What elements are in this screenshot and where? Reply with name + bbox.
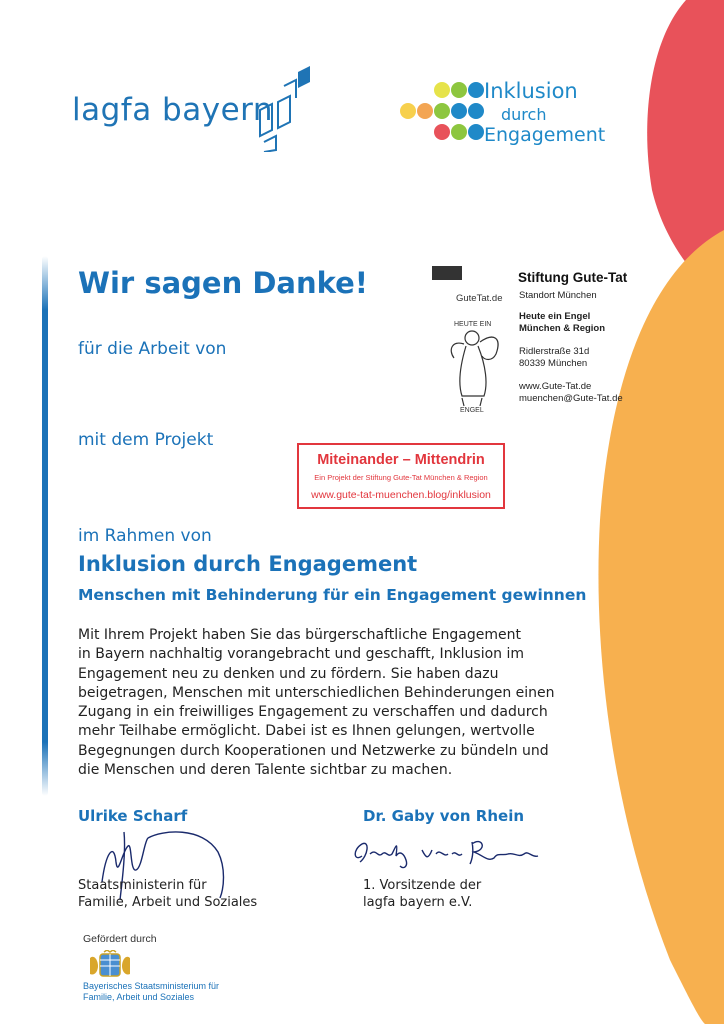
body-line: in Bayern nachhaltig vorangebracht und geschafft, Inklusion im — [78, 646, 525, 663]
body-line: Begegnungen durch Kooperationen und Netzwerke zu bündeln und — [78, 742, 549, 759]
logo-dot — [468, 124, 484, 140]
logo-dot — [417, 103, 433, 119]
lagfa-logo-text: lagfa bayern — [72, 92, 273, 128]
bavarian-crest-icon — [88, 950, 132, 980]
lagfa-cube-icon — [252, 66, 314, 152]
inklusion-logo-line1: Inklusion — [484, 79, 578, 103]
body-line: beigetragen, Menschen mit unterschiedlichen Behinderungen einen — [78, 684, 555, 701]
body-line: Mit Ihrem Projekt haben Sie das bürgerschaftliche Engagement — [78, 627, 521, 643]
recipient-line2: München & Region — [519, 323, 606, 334]
certificate-title: Wir sagen Danke! — [78, 266, 369, 300]
angel-drawing-icon — [432, 266, 516, 414]
logo-dot — [451, 124, 467, 140]
recipient-street: Ridlerstraße 31d — [519, 346, 590, 357]
inklusion-logo-line3: Engagement — [484, 124, 606, 146]
body-line: mehr Teilhabe ermöglicht. Dabei ist es Ihnen gelungen, wertvolle — [78, 723, 535, 740]
project-stamp-subtitle: Ein Projekt der Stiftung Gute-Tat München & Region — [314, 473, 488, 482]
inklusion-logo-line2: durch — [501, 105, 547, 124]
signatory-1-role-line1: Staatsministerin für — [78, 878, 207, 893]
logo-dot — [451, 82, 467, 98]
recipient-location: Standort München — [519, 290, 597, 301]
logo-dot — [434, 82, 450, 98]
signature-2-handwriting — [348, 832, 548, 872]
sponsor-name — [83, 981, 219, 1003]
svg-text:ENGEL: ENGEL — [460, 407, 484, 414]
body-line: Zugang in ein freiwilliges Engagement zu verschaffen und dadurch — [78, 704, 548, 721]
logo-dot — [400, 103, 416, 119]
label-context: im Rahmen von — [78, 526, 212, 546]
logo-dot — [468, 82, 484, 98]
recipient-city: 80339 München — [519, 358, 588, 369]
project-stamp-url: www.gute-tat-muenchen.blog/inklusion — [311, 489, 491, 501]
left-accent-bar — [42, 256, 48, 796]
signatory-2-role — [363, 877, 481, 911]
logo-dot — [468, 103, 484, 119]
program-title: Inklusion durch Engagement — [78, 552, 418, 576]
body-line: die Menschen und deren Talente sichtbar zu machen. — [78, 762, 453, 779]
signatory-2-role-line1: 1. Vorsitzende der — [363, 878, 482, 893]
signatory-1-role — [78, 877, 257, 911]
sponsor-label: Gefördert durch — [83, 933, 157, 945]
label-for-work: für die Arbeit von — [78, 339, 227, 359]
logo-dot — [451, 103, 467, 119]
recipient-line1: Heute ein Engel — [519, 311, 591, 322]
svg-text:HEUTE EIN: HEUTE EIN — [454, 321, 492, 328]
logo-dot — [434, 103, 450, 119]
recipient-website: www.Gute-Tat.de — [519, 381, 592, 392]
recipient-name: Stiftung Gute-Tat — [518, 270, 628, 285]
certificate-body-text — [78, 626, 598, 780]
body-line: Engagement neu zu denken und zu fördern. Sie haben dazu — [78, 665, 499, 682]
signatory-1-name: Ulrike Scharf — [78, 807, 188, 825]
project-stamp-title: Miteinander – Mittendrin — [317, 452, 485, 468]
inklusion-dots-logo-icon — [400, 80, 484, 144]
project-stamp — [297, 443, 505, 509]
signatory-2-name: Dr. Gaby von Rhein — [363, 807, 525, 825]
stamp-web-short: GuteTat.de — [456, 293, 503, 304]
logo-dot — [434, 124, 450, 140]
recipient-email: muenchen@Gute-Tat.de — [519, 393, 623, 404]
signatory-1-role-line2: Familie, Arbeit und Soziales — [78, 895, 258, 910]
sponsor-line2: Familie, Arbeit und Soziales — [83, 992, 195, 1002]
label-project: mit dem Projekt — [78, 430, 214, 450]
program-subtitle: Menschen mit Behinderung für ein Engagement gewinnen — [78, 586, 587, 604]
signatory-2-role-line2: lagfa bayern e.V. — [363, 895, 473, 910]
sponsor-line1: Bayerisches Staatsministerium für — [83, 981, 220, 991]
